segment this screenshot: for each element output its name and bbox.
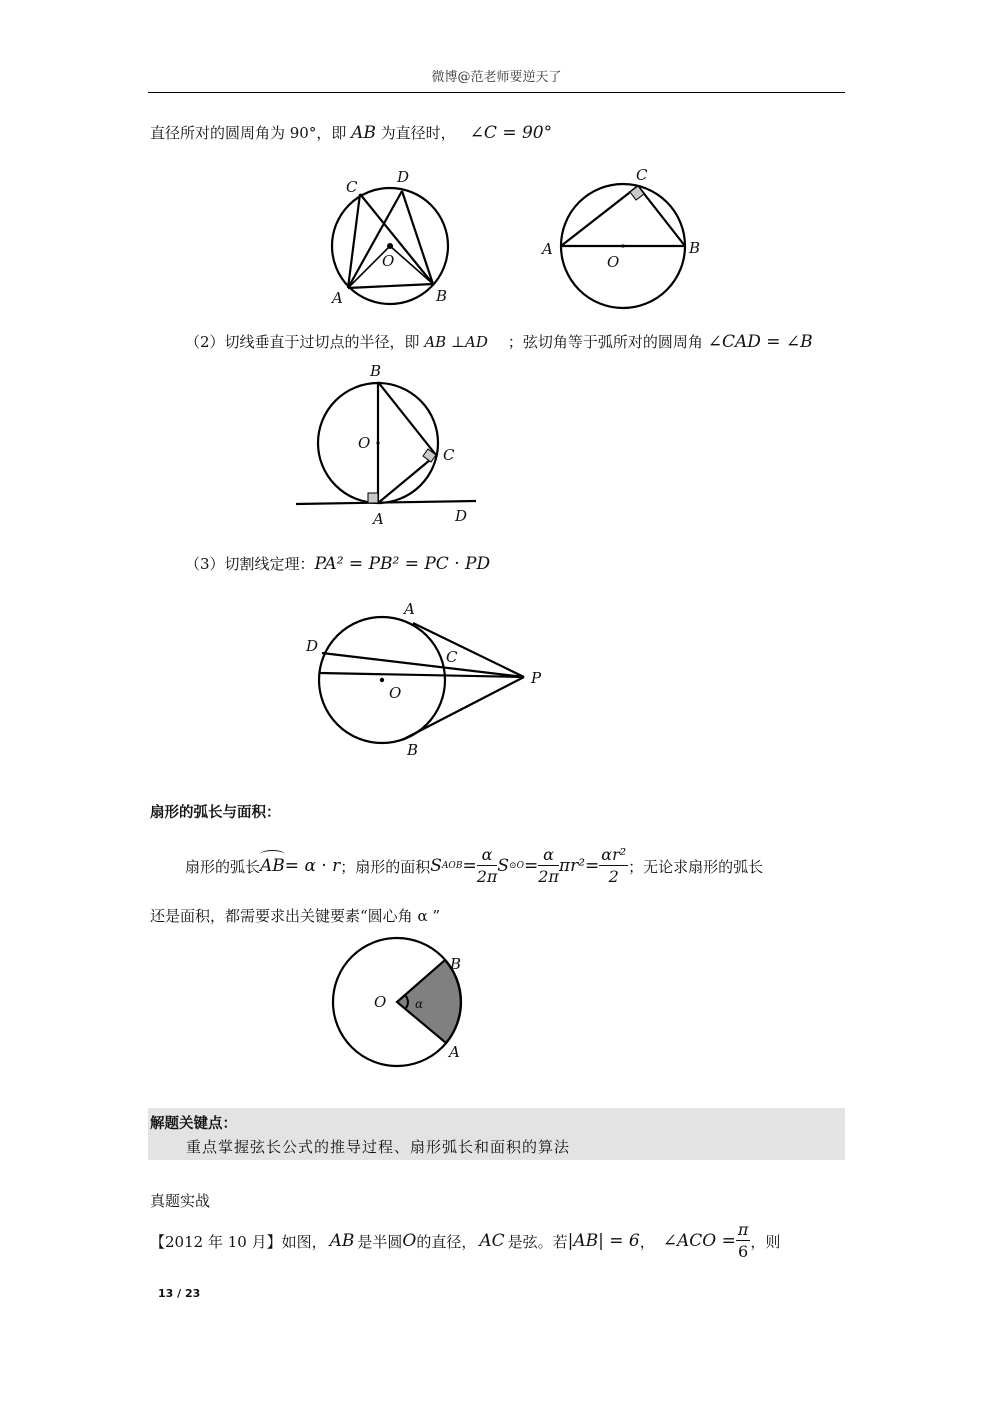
fig5-label-b: B <box>450 955 462 973</box>
fig2-label-b: B <box>689 239 701 257</box>
line1-prefix: 直径所对的圆周角为 90°，即 <box>150 124 352 142</box>
fig2-center <box>621 244 624 247</box>
fig3-right-angle-mark-a <box>368 493 378 503</box>
sector-eq-2: = <box>523 856 539 876</box>
six-den: 6 <box>738 1241 749 1261</box>
item2-expr: AB ⊥AD <box>424 333 488 351</box>
fig3-label-b: B <box>370 362 382 380</box>
fig5-label-a: A <box>449 1043 460 1061</box>
problem-t2: 是半圆 <box>357 1232 403 1251</box>
figure-sector <box>325 935 485 1070</box>
fig4-label-d: D <box>306 637 319 655</box>
sector-arc-ab <box>260 856 285 876</box>
fig3-label-c: C <box>443 446 455 464</box>
frac3-num: αr² <box>601 844 627 864</box>
fig1-label-b: B <box>436 287 448 305</box>
problem-frac-pi-6 <box>736 1220 751 1263</box>
sector-arc-prefix: 扇形的弧长 <box>185 857 261 876</box>
figure-right-angle-diameter <box>535 160 715 315</box>
frac1-den: 2π <box>476 866 498 886</box>
fig2-label-c: C <box>636 166 648 184</box>
fig1-center <box>387 243 393 249</box>
problem-ab: AB <box>329 1231 355 1251</box>
arc-label: AB <box>260 856 285 876</box>
problem-abs-ab: |AB| = 6 <box>567 1231 640 1251</box>
tangent-perpendicular-line <box>185 331 813 352</box>
sector-eq-3: = <box>585 856 600 876</box>
keypoint-body: 重点掌握弦长公式的推导过程、扇形弧长和面积的算法 <box>186 1138 571 1156</box>
fig3-label-o: O <box>358 434 371 452</box>
figure-tangent-chord <box>290 360 490 530</box>
tangent-secant-theorem-line <box>185 553 490 574</box>
arc-hat <box>260 850 285 859</box>
fig4-label-o: O <box>389 684 402 702</box>
diameter-inscribed-angle-line <box>150 122 552 143</box>
problem-t3: 的直径， <box>416 1232 477 1251</box>
line1-ab: AB <box>351 123 376 143</box>
page-header: 微博@范老师要逆天了 <box>431 70 562 85</box>
fig3-label-a: A <box>373 510 384 528</box>
fig4-center <box>380 678 384 682</box>
problem-line <box>150 1216 780 1266</box>
fig1-label-c: C <box>346 178 358 196</box>
fig5-label-alpha: α <box>415 997 424 1011</box>
sector-s-aob: S <box>430 856 442 876</box>
sector-formula-line <box>185 838 763 894</box>
item2-angle: ∠CAD = ∠B <box>707 332 813 352</box>
problem-ac: AC <box>479 1231 505 1251</box>
header-rule <box>148 92 845 93</box>
fig4-tangent-pb <box>402 677 524 740</box>
section-title-sector: 扇形的弧长与面积： <box>150 805 281 821</box>
fig4-label-a: A <box>404 600 415 618</box>
figure-inscribed-angles <box>320 160 470 310</box>
frac2-den: 2π <box>538 866 559 886</box>
pi-num: π <box>737 1219 749 1239</box>
figure-tangent-secant <box>300 595 550 765</box>
problem-t6: ，则 <box>750 1232 781 1251</box>
fig1-line-cb <box>360 194 433 284</box>
fig3-tangent-line <box>296 501 476 504</box>
frac1-num: α <box>477 845 498 866</box>
problem-t4: 是弦。若 <box>507 1232 568 1251</box>
fig4-label-b: B <box>407 741 419 759</box>
fig2-label-o: O <box>607 253 620 271</box>
fig5-label-o: O <box>374 993 387 1011</box>
sector-eq-1: = <box>462 856 477 876</box>
page-number: 13 / 23 <box>158 1287 201 1300</box>
sector-line-2: 还是面积，都需要求出关键要素“圆心角 α ” <box>150 907 441 925</box>
fig1-line-ca <box>348 194 360 288</box>
line1-angle: ∠C = 90° <box>469 123 553 143</box>
practice-title: 真题实战 <box>150 1192 211 1210</box>
fig3-label-d: D <box>455 507 468 525</box>
sector-sub-o: ⊙O <box>509 861 524 871</box>
sector-pi-r2: πr² <box>558 856 586 876</box>
fig1-line-da <box>348 191 402 288</box>
fig4-tangent-pa <box>413 623 524 677</box>
sector-frac-3 <box>599 845 628 888</box>
item3-formula: PA² = PB² = PC · PD <box>314 554 491 574</box>
sector-s-o: S <box>497 856 510 876</box>
problem-o: O <box>402 1231 417 1251</box>
sector-sub-aob: AOB <box>441 861 463 871</box>
item3-prefix: （3）切割线定理： <box>185 555 315 573</box>
frac3-den: 2 <box>608 866 619 886</box>
problem-t1: 如图， <box>281 1232 327 1251</box>
fig4-label-c: C <box>446 648 458 666</box>
sector-frac-2 <box>538 845 559 888</box>
line1-mid: 为直径时， <box>375 124 456 142</box>
sector-frac-1 <box>477 845 498 888</box>
fig1-label-d: D <box>397 168 410 186</box>
problem-angle-aco: ∠ACO = <box>662 1231 736 1251</box>
item2-mid: ；弦切角等于弧所对的圆周角 <box>507 333 708 351</box>
fig1-label-a: A <box>332 289 343 307</box>
keypoint-box <box>148 1108 845 1160</box>
sector-suffix: ；无论求扇形的弧长 <box>628 857 764 876</box>
fig2-line-ac <box>561 186 638 246</box>
fig1-label-o: O <box>382 252 395 270</box>
fig3-center <box>376 441 379 444</box>
fig4-label-p: P <box>531 669 542 687</box>
fig2-label-a: A <box>542 240 553 258</box>
sector-arc-rest: = α · r <box>284 856 341 876</box>
item2-prefix: （2）切线垂直于过切点的半径，即 <box>185 333 425 351</box>
keypoint-title: 解题关键点： <box>150 1116 237 1132</box>
problem-t5: ， <box>639 1232 655 1251</box>
problem-tag: 【2012 年 10 月】 <box>150 1232 282 1251</box>
fig3-line-bc <box>378 382 436 455</box>
frac2-num: α <box>538 845 559 866</box>
fig1-chord-ab <box>348 284 433 288</box>
sector-area-label: ；扇形的面积 <box>340 857 431 876</box>
